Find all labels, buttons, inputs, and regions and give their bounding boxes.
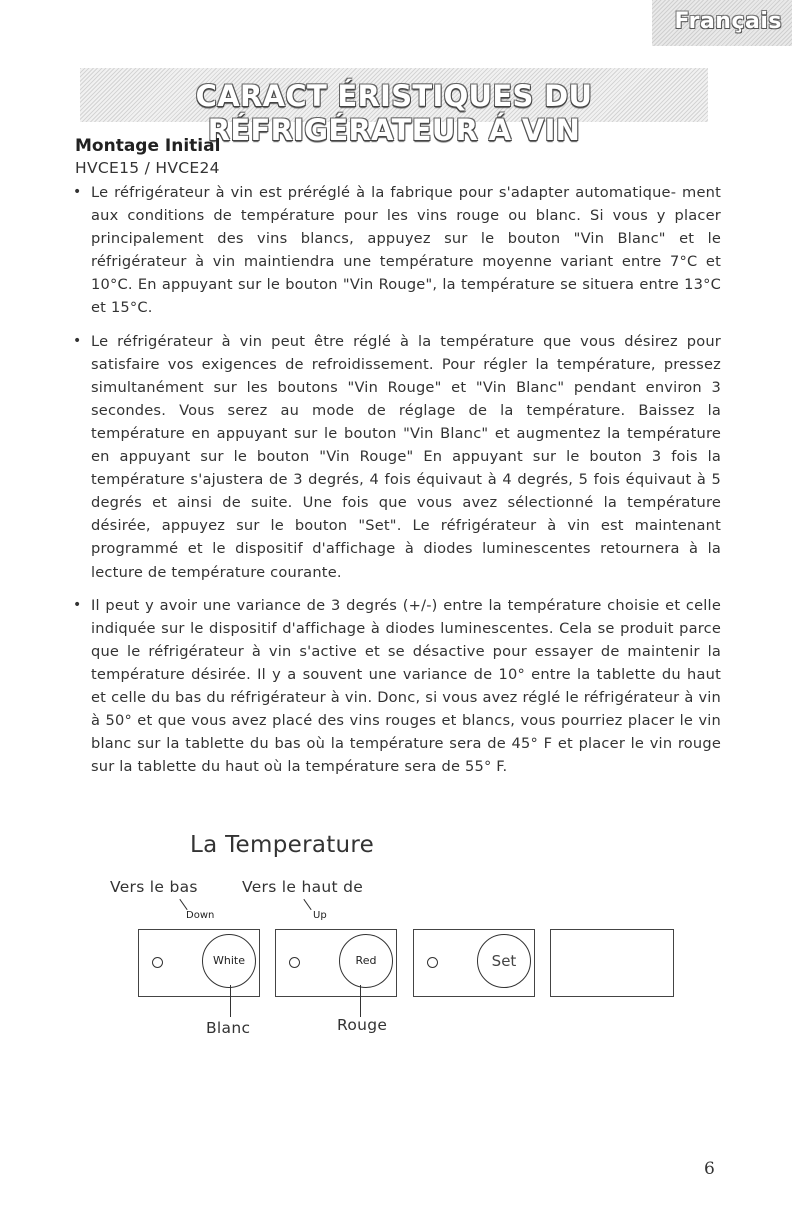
instruction-item: • Le réfrigérateur à vin est préréglé à la fabrique pour s'adapter automatique- ment aux conditions de température pour les vins rouge ou blanc. Si vous y placer principalement des vins blancs, appuyez sur le bouton "Vin Blanc" et le réfrigérateur à vin maintiendra une température moyenne variant entre 7°C et 10°C. En appuyant sur le bouton "Vin Rouge", la température se situera entre 13°C et 15°C. (73, 181, 721, 320)
temperature-display (550, 929, 674, 997)
red-button[interactable]: Red (339, 934, 393, 988)
page-title: CARACT ÉRISTIQUES DU RÉFRIGÉRATEUR Á VIN (195, 79, 593, 147)
red-led-indicator (289, 957, 300, 968)
caption-rouge: Rouge (337, 1016, 388, 1034)
instruction-item: • Le réfrigérateur à vin peut être réglé à la température que vous désirez pour satisfaire vos exigences de refroidissement. Pour régler la température, pressez simultanément sur les boutons "Vin Rouge" et "Vin Blanc" pendant environ 3 secondes. Vous serez au mode de réglage de la température. Baissez la température en appuyant sur le bouton "Vin Blanc" et augmentez la température en appuyant sur le bouton "Vin Rouge" En appuyant sur le bouton 3 fois la température s'ajustera de 3 degrés, 4 fois équivaut à 4 degrés, 5 fois équivaut à 5 degrés et ainsi de suite. Une fois que vous avez sélectionné la température désirée, appuyez sur le bouton "Set". Le réfrigérateur à vin est maintenant programmé et le dispositif d'affichage à diodes luminescentes retournera à la lecture de température courante. (73, 330, 721, 584)
pointer-down-line (179, 899, 187, 910)
page-number: 6 (704, 1159, 715, 1179)
label-up-en: Up (313, 910, 327, 921)
label-up-fr: Vers le haut de (242, 878, 364, 896)
instruction-list (73, 181, 721, 788)
set-button[interactable]: Set (477, 934, 531, 988)
section-title: Montage Initial (75, 136, 221, 156)
instruction-item: • Il peut y avoir une variance de 3 degrés (+/-) entre la température choisie et celle indiquée sur le dispositif d'affichage à diodes luminescentes. Cela se produit parce que le réfrigérateur à vin s'active et se désactive pour essayer de maintenir la température désirée. Il y a souvent une variance de 10° entre la tablette du haut et celle du bas du réfrigérateur à vin. Donc, si vous avez réglé le réfrigérateur à vin à 50° et que vous avez placé des vins rouges et blancs, vous pourriez placer le vin blanc sur la tablette du bas où la température sera de 45° F et placer le vin rouge sur la tablette du haut où la température sera de 55° F. (73, 594, 721, 779)
white-wine-panel (138, 929, 260, 997)
caption-blanc: Blanc (206, 1019, 251, 1037)
set-panel (413, 929, 535, 997)
label-down-en: Down (186, 910, 215, 921)
white-callout-line (230, 985, 231, 1017)
label-down-fr: Vers le bas (110, 878, 198, 896)
white-button[interactable]: White (202, 934, 256, 988)
red-wine-panel (275, 929, 397, 997)
pointer-up-line (303, 899, 311, 910)
red-callout-line (360, 985, 361, 1017)
language-label: Français (674, 9, 782, 34)
language-tab (652, 0, 792, 46)
model-numbers: HVCE15 / HVCE24 (75, 159, 220, 177)
diagram-title: La Temperature (190, 832, 375, 858)
white-led-indicator (152, 957, 163, 968)
set-led-indicator (427, 957, 438, 968)
